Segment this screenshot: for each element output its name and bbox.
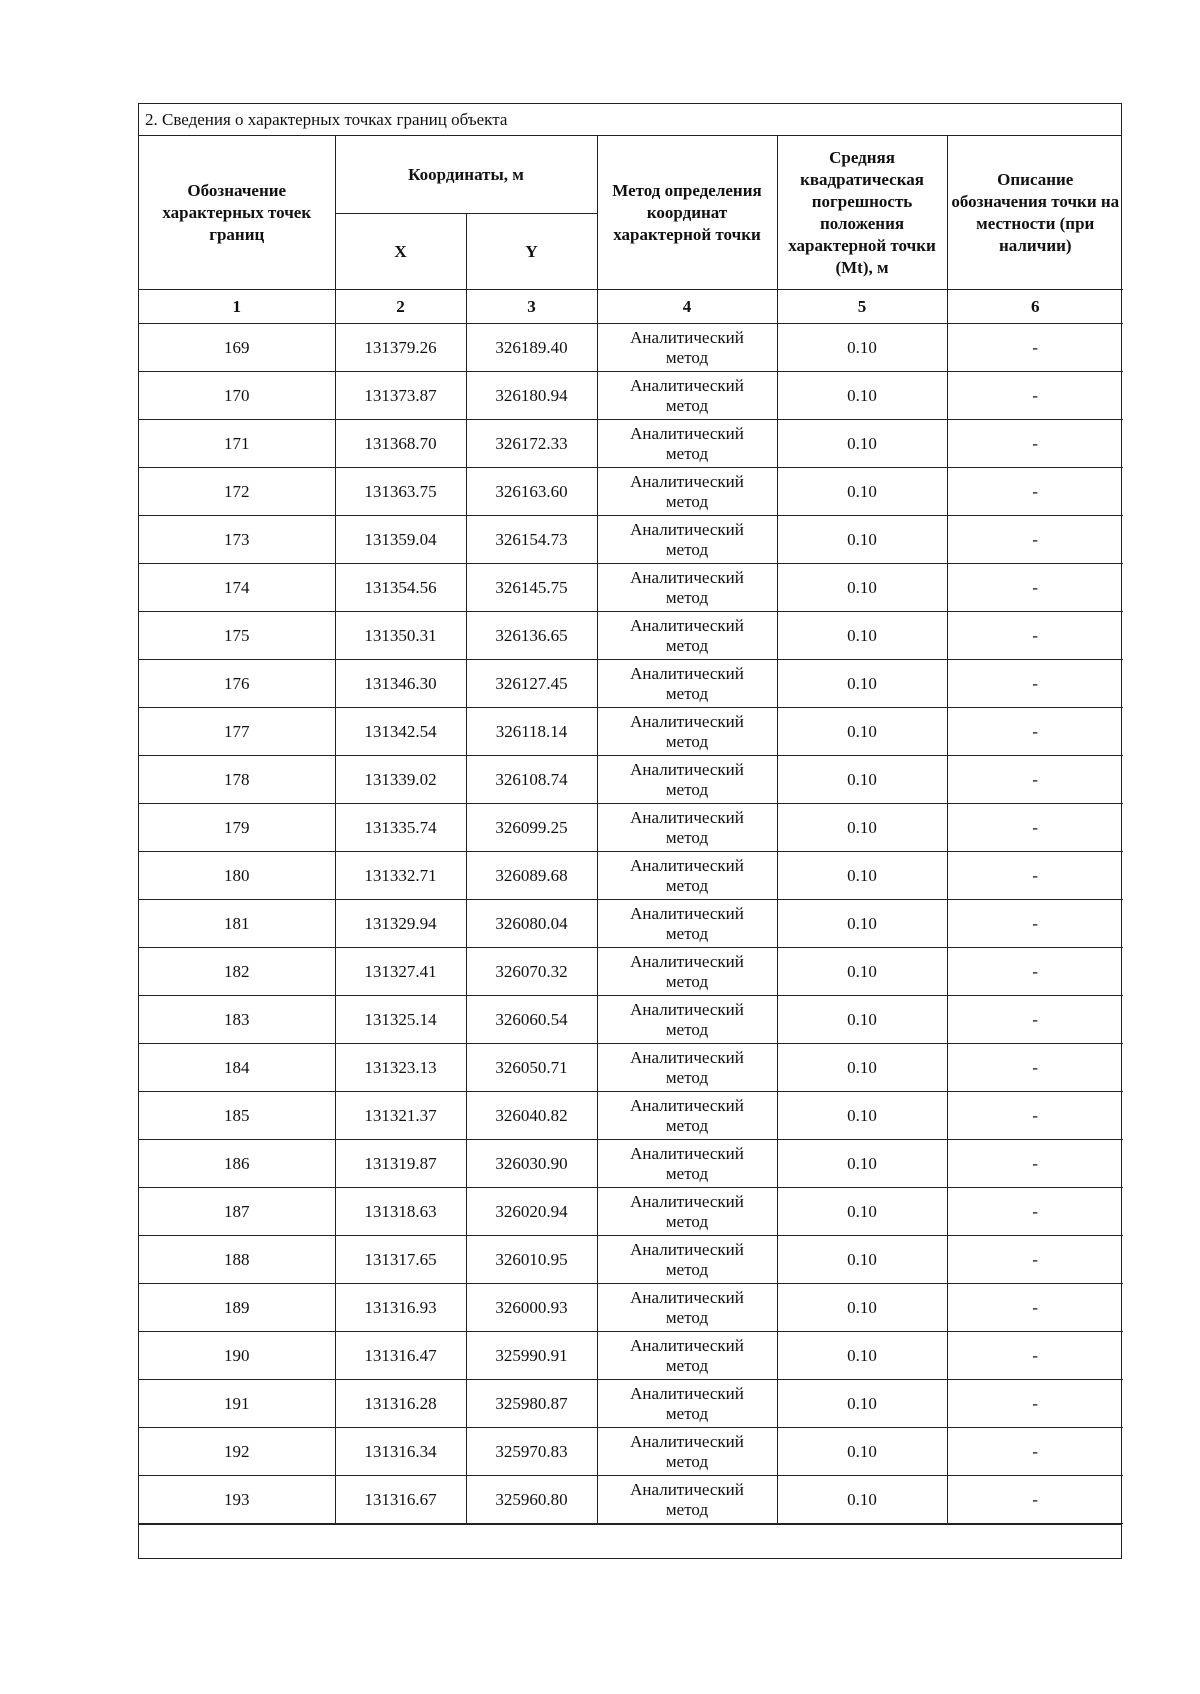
x-coordinate-cell: 131323.13	[335, 1044, 466, 1092]
mt-error-cell: 0.10	[777, 420, 947, 468]
column-number: 4	[597, 290, 777, 324]
method-line-1: Аналитический	[630, 1239, 744, 1259]
mt-error-cell: 0.10	[777, 708, 947, 756]
header-description: Описание обозначения точки на местности (при наличии)	[947, 136, 1123, 290]
method-line-1: Аналитический	[630, 1143, 744, 1163]
table-row	[139, 612, 1123, 660]
table-row	[139, 1428, 1123, 1476]
y-coordinate-cell: 326163.60	[466, 468, 597, 516]
mt-error-cell: 0.10	[777, 804, 947, 852]
method-line-1: Аналитический	[630, 1191, 744, 1211]
mt-error-cell: 0.10	[777, 1428, 947, 1476]
method-line-1: Аналитический	[630, 1095, 744, 1115]
description-cell: -	[947, 1092, 1123, 1140]
table-row	[139, 1284, 1123, 1332]
boundary-points-sheet	[138, 103, 1122, 1559]
description-cell: -	[947, 708, 1123, 756]
table-row	[139, 660, 1123, 708]
method-line-1: Аналитический	[630, 519, 744, 539]
table-row	[139, 1332, 1123, 1380]
description-cell: -	[947, 1332, 1123, 1380]
method-cell	[597, 900, 777, 948]
table-row	[139, 372, 1123, 420]
description-cell: -	[947, 804, 1123, 852]
x-coordinate-cell: 131363.75	[335, 468, 466, 516]
method-line-2: метод	[665, 1019, 709, 1039]
column-number: 1	[139, 290, 335, 324]
point-number-cell: 170	[139, 372, 335, 420]
column-number: 2	[335, 290, 466, 324]
description-cell: -	[947, 1188, 1123, 1236]
y-coordinate-cell: 326108.74	[466, 756, 597, 804]
mt-error-cell: 0.10	[777, 612, 947, 660]
point-number-cell: 172	[139, 468, 335, 516]
description-cell: -	[947, 1380, 1123, 1428]
description-cell: -	[947, 1284, 1123, 1332]
mt-error-cell: 0.10	[777, 900, 947, 948]
y-coordinate-cell: 326080.04	[466, 900, 597, 948]
method-line-2: метод	[665, 1451, 709, 1471]
point-number-cell: 185	[139, 1092, 335, 1140]
table-row	[139, 708, 1123, 756]
method-line-1: Аналитический	[630, 903, 744, 923]
method-line-2: метод	[665, 443, 709, 463]
method-line-1: Аналитический	[630, 855, 744, 875]
y-coordinate-cell: 326172.33	[466, 420, 597, 468]
description-cell: -	[947, 324, 1123, 372]
y-coordinate-cell: 326000.93	[466, 1284, 597, 1332]
method-cell	[597, 468, 777, 516]
method-cell	[597, 804, 777, 852]
description-cell: -	[947, 420, 1123, 468]
mt-error-cell: 0.10	[777, 756, 947, 804]
method-cell	[597, 612, 777, 660]
description-cell: -	[947, 996, 1123, 1044]
table-row	[139, 1380, 1123, 1428]
description-cell: -	[947, 612, 1123, 660]
table-body	[139, 324, 1123, 1524]
table-row	[139, 852, 1123, 900]
method-cell	[597, 1428, 777, 1476]
point-number-cell: 189	[139, 1284, 335, 1332]
method-line-2: метод	[665, 1307, 709, 1327]
table-row	[139, 996, 1123, 1044]
table-row	[139, 564, 1123, 612]
table-row	[139, 420, 1123, 468]
mt-error-cell: 0.10	[777, 1092, 947, 1140]
method-line-2: метод	[665, 683, 709, 703]
method-line-2: метод	[665, 1499, 709, 1519]
x-coordinate-cell: 131318.63	[335, 1188, 466, 1236]
x-coordinate-cell: 131327.41	[335, 948, 466, 996]
y-coordinate-cell: 326030.90	[466, 1140, 597, 1188]
method-cell	[597, 852, 777, 900]
table-row	[139, 516, 1123, 564]
method-line-1: Аналитический	[630, 1287, 744, 1307]
mt-error-cell: 0.10	[777, 996, 947, 1044]
header-method: Метод определения координат характерной точки	[597, 136, 777, 290]
method-line-1: Аналитический	[630, 1335, 744, 1355]
y-coordinate-cell: 325990.91	[466, 1332, 597, 1380]
method-cell	[597, 420, 777, 468]
point-number-cell: 176	[139, 660, 335, 708]
method-cell	[597, 1380, 777, 1428]
x-coordinate-cell: 131316.34	[335, 1428, 466, 1476]
method-line-2: метод	[665, 635, 709, 655]
x-coordinate-cell: 131359.04	[335, 516, 466, 564]
y-coordinate-cell: 325970.83	[466, 1428, 597, 1476]
x-coordinate-cell: 131346.30	[335, 660, 466, 708]
method-cell	[597, 324, 777, 372]
table-row	[139, 1188, 1123, 1236]
header-point: Обозначение характерных точек границ	[139, 136, 335, 290]
mt-error-cell: 0.10	[777, 852, 947, 900]
mt-error-cell: 0.10	[777, 468, 947, 516]
method-line-2: метод	[665, 971, 709, 991]
x-coordinate-cell: 131321.37	[335, 1092, 466, 1140]
column-number: 3	[466, 290, 597, 324]
y-coordinate-cell: 326154.73	[466, 516, 597, 564]
method-line-1: Аналитический	[630, 663, 744, 683]
method-line-2: метод	[665, 1067, 709, 1087]
point-number-cell: 181	[139, 900, 335, 948]
x-coordinate-cell: 131316.28	[335, 1380, 466, 1428]
description-cell: -	[947, 372, 1123, 420]
method-cell	[597, 948, 777, 996]
method-line-1: Аналитический	[630, 999, 744, 1019]
method-line-2: метод	[665, 1163, 709, 1183]
y-coordinate-cell: 326050.71	[466, 1044, 597, 1092]
mt-error-cell: 0.10	[777, 1380, 947, 1428]
description-cell: -	[947, 1236, 1123, 1284]
method-line-2: метод	[665, 395, 709, 415]
method-line-2: метод	[665, 827, 709, 847]
method-line-2: метод	[665, 923, 709, 943]
header-coordinates: Координаты, м	[335, 136, 597, 214]
method-cell	[597, 1092, 777, 1140]
table-row	[139, 1236, 1123, 1284]
description-cell: -	[947, 516, 1123, 564]
method-line-1: Аналитический	[630, 327, 744, 347]
point-number-cell: 187	[139, 1188, 335, 1236]
y-coordinate-cell: 326099.25	[466, 804, 597, 852]
mt-error-cell: 0.10	[777, 1284, 947, 1332]
x-coordinate-cell: 131373.87	[335, 372, 466, 420]
mt-error-cell: 0.10	[777, 948, 947, 996]
method-cell	[597, 708, 777, 756]
point-number-cell: 175	[139, 612, 335, 660]
point-number-cell: 177	[139, 708, 335, 756]
x-coordinate-cell: 131339.02	[335, 756, 466, 804]
method-cell	[597, 564, 777, 612]
point-number-cell: 169	[139, 324, 335, 372]
x-coordinate-cell: 131325.14	[335, 996, 466, 1044]
x-coordinate-cell: 131316.93	[335, 1284, 466, 1332]
method-cell	[597, 660, 777, 708]
point-number-cell: 178	[139, 756, 335, 804]
table-row	[139, 1140, 1123, 1188]
description-cell: -	[947, 948, 1123, 996]
point-number-cell: 183	[139, 996, 335, 1044]
method-line-2: метод	[665, 1259, 709, 1279]
mt-error-cell: 0.10	[777, 1044, 947, 1092]
x-coordinate-cell: 131354.56	[335, 564, 466, 612]
method-line-1: Аналитический	[630, 759, 744, 779]
method-line-2: метод	[665, 587, 709, 607]
header-x: X	[335, 214, 466, 290]
table-row	[139, 804, 1123, 852]
method-line-2: метод	[665, 875, 709, 895]
table-footer-strip	[139, 1524, 1121, 1558]
table-row	[139, 756, 1123, 804]
y-coordinate-cell: 326020.94	[466, 1188, 597, 1236]
description-cell: -	[947, 1476, 1123, 1524]
y-coordinate-cell: 326136.65	[466, 612, 597, 660]
point-number-cell: 192	[139, 1428, 335, 1476]
header-error: Средняя квадратическая погрешность положения характерной точки (Mt), м	[777, 136, 947, 290]
method-line-1: Аналитический	[630, 567, 744, 587]
method-line-1: Аналитический	[630, 807, 744, 827]
mt-error-cell: 0.10	[777, 324, 947, 372]
x-coordinate-cell: 131332.71	[335, 852, 466, 900]
description-cell: -	[947, 660, 1123, 708]
method-line-1: Аналитический	[630, 375, 744, 395]
y-coordinate-cell: 325980.87	[466, 1380, 597, 1428]
x-coordinate-cell: 131379.26	[335, 324, 466, 372]
method-line-2: метод	[665, 1403, 709, 1423]
y-coordinate-cell: 326145.75	[466, 564, 597, 612]
method-line-2: метод	[665, 731, 709, 751]
description-cell: -	[947, 1140, 1123, 1188]
table-row	[139, 1476, 1123, 1524]
method-line-2: метод	[665, 539, 709, 559]
y-coordinate-cell: 326118.14	[466, 708, 597, 756]
point-number-cell: 180	[139, 852, 335, 900]
point-number-cell: 174	[139, 564, 335, 612]
method-line-2: метод	[665, 1211, 709, 1231]
table-row	[139, 900, 1123, 948]
header-y: Y	[466, 214, 597, 290]
y-coordinate-cell: 326127.45	[466, 660, 597, 708]
point-number-cell: 188	[139, 1236, 335, 1284]
y-coordinate-cell: 326040.82	[466, 1092, 597, 1140]
section-title: 2. Сведения о характерных точках границ объекта	[139, 104, 1121, 136]
method-cell	[597, 996, 777, 1044]
method-cell	[597, 756, 777, 804]
y-coordinate-cell: 326180.94	[466, 372, 597, 420]
method-cell	[597, 1476, 777, 1524]
mt-error-cell: 0.10	[777, 1140, 947, 1188]
table-row	[139, 324, 1123, 372]
x-coordinate-cell: 131319.87	[335, 1140, 466, 1188]
description-cell: -	[947, 900, 1123, 948]
method-cell	[597, 1332, 777, 1380]
boundary-points-table	[139, 136, 1123, 1524]
method-line-2: метод	[665, 1115, 709, 1135]
point-number-cell: 190	[139, 1332, 335, 1380]
method-line-2: метод	[665, 347, 709, 367]
method-line-1: Аналитический	[630, 1047, 744, 1067]
method-line-1: Аналитический	[630, 615, 744, 635]
table-row	[139, 1092, 1123, 1140]
method-line-1: Аналитический	[630, 1431, 744, 1451]
method-cell	[597, 372, 777, 420]
x-coordinate-cell: 131350.31	[335, 612, 466, 660]
point-number-cell: 191	[139, 1380, 335, 1428]
method-line-2: метод	[665, 1355, 709, 1375]
description-cell: -	[947, 1428, 1123, 1476]
mt-error-cell: 0.10	[777, 372, 947, 420]
table-row	[139, 948, 1123, 996]
mt-error-cell: 0.10	[777, 1332, 947, 1380]
column-number: 5	[777, 290, 947, 324]
x-coordinate-cell: 131316.67	[335, 1476, 466, 1524]
method-cell	[597, 1188, 777, 1236]
point-number-cell: 193	[139, 1476, 335, 1524]
y-coordinate-cell: 326060.54	[466, 996, 597, 1044]
point-number-cell: 186	[139, 1140, 335, 1188]
method-cell	[597, 1284, 777, 1332]
column-number: 6	[947, 290, 1123, 324]
point-number-cell: 179	[139, 804, 335, 852]
x-coordinate-cell: 131316.47	[335, 1332, 466, 1380]
method-cell	[597, 1044, 777, 1092]
y-coordinate-cell: 326089.68	[466, 852, 597, 900]
y-coordinate-cell: 326010.95	[466, 1236, 597, 1284]
point-number-cell: 171	[139, 420, 335, 468]
method-cell	[597, 1236, 777, 1284]
method-line-1: Аналитический	[630, 423, 744, 443]
y-coordinate-cell: 326070.32	[466, 948, 597, 996]
method-line-1: Аналитический	[630, 711, 744, 731]
x-coordinate-cell: 131368.70	[335, 420, 466, 468]
point-number-cell: 173	[139, 516, 335, 564]
method-cell	[597, 516, 777, 564]
point-number-cell: 182	[139, 948, 335, 996]
description-cell: -	[947, 852, 1123, 900]
method-line-1: Аналитический	[630, 1479, 744, 1499]
table-row	[139, 468, 1123, 516]
method-cell	[597, 1140, 777, 1188]
x-coordinate-cell: 131335.74	[335, 804, 466, 852]
y-coordinate-cell: 325960.80	[466, 1476, 597, 1524]
method-line-1: Аналитический	[630, 471, 744, 491]
mt-error-cell: 0.10	[777, 516, 947, 564]
x-coordinate-cell: 131317.65	[335, 1236, 466, 1284]
method-line-2: метод	[665, 491, 709, 511]
description-cell: -	[947, 1044, 1123, 1092]
mt-error-cell: 0.10	[777, 1188, 947, 1236]
description-cell: -	[947, 756, 1123, 804]
table-row	[139, 1044, 1123, 1092]
y-coordinate-cell: 326189.40	[466, 324, 597, 372]
method-line-1: Аналитический	[630, 1383, 744, 1403]
mt-error-cell: 0.10	[777, 1476, 947, 1524]
x-coordinate-cell: 131329.94	[335, 900, 466, 948]
method-line-2: метод	[665, 779, 709, 799]
x-coordinate-cell: 131342.54	[335, 708, 466, 756]
mt-error-cell: 0.10	[777, 564, 947, 612]
mt-error-cell: 0.10	[777, 660, 947, 708]
description-cell: -	[947, 468, 1123, 516]
point-number-cell: 184	[139, 1044, 335, 1092]
description-cell: -	[947, 564, 1123, 612]
method-line-1: Аналитический	[630, 951, 744, 971]
mt-error-cell: 0.10	[777, 1236, 947, 1284]
